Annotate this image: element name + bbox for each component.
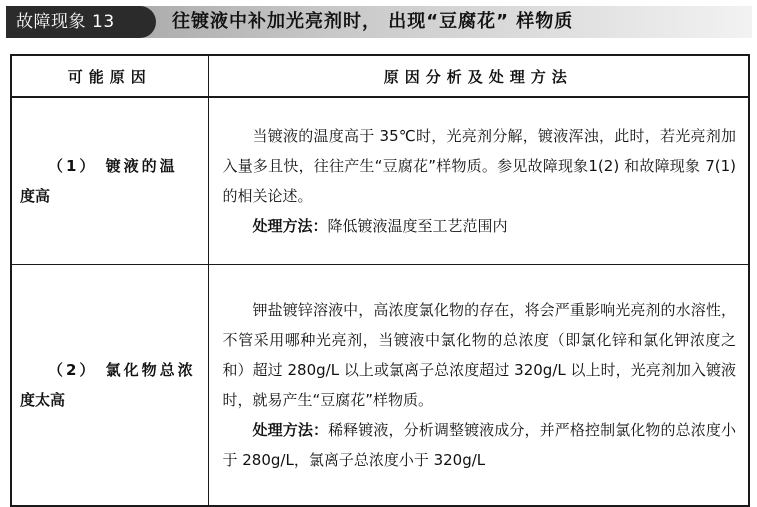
cause-line-1: （2） 氯化物总浓 bbox=[48, 361, 196, 379]
column-header-analysis: 原因分析及处理方法 bbox=[208, 55, 749, 97]
analysis-text: 钾盐镀锌溶液中，高浓度氯化物的存在，将会严重影响光亮剂的水溶性，不管采用哪种光亮剂，当镀液中氯化物的总浓度（即氯化锌和氯化钾浓度之和）超过 280g/L 以上或氯离子总浓度超过 320g/L 以上时，光亮剂加入镀液时，就易产生“豆腐花”样物质。 bbox=[222, 301, 736, 409]
analysis-cell bbox=[208, 97, 749, 265]
method-text: 降低镀液温度至工艺范围内 bbox=[327, 217, 508, 235]
page-title: 往镀液中补加光亮剂时， 出现“豆腐花” 样物质 bbox=[172, 11, 574, 32]
method-line bbox=[223, 211, 737, 241]
method-line bbox=[223, 415, 737, 475]
table-header-row bbox=[11, 55, 749, 97]
cause-cell bbox=[11, 265, 208, 507]
method-text: 稀释镀液，分析调整镀液成分，并严格控制氯化物的总浓度小于 280g/L，氯离子总浓度小于 320g/L bbox=[222, 421, 736, 469]
cause-line-2: 度太高 bbox=[20, 391, 66, 409]
cause-line-1: （1） 镀液的温 bbox=[48, 157, 178, 175]
cause-cell bbox=[11, 97, 208, 265]
method-label: 处理方法： bbox=[252, 421, 329, 439]
column-header-cause: 可能原因 bbox=[11, 55, 208, 97]
fault-tag-label: 故障现象 bbox=[16, 12, 86, 32]
analysis-text: 当镀液的温度高于 35℃时，光亮剂分解，镀液浑浊，此时，若光亮剂加入量多且快，往往产生“豆腐花”样物质。参见故障现象1(2) 和故障现象 7(1) 的相关论述。 bbox=[222, 127, 736, 205]
analysis-cell bbox=[208, 265, 749, 507]
table-row bbox=[11, 265, 749, 507]
fault-table bbox=[10, 54, 750, 507]
method-label: 处理方法： bbox=[252, 217, 328, 235]
table-row bbox=[11, 97, 749, 265]
fault-tag-number: 13 bbox=[92, 12, 115, 32]
cause-line-2: 度高 bbox=[20, 187, 51, 205]
fault-tag bbox=[6, 6, 156, 38]
